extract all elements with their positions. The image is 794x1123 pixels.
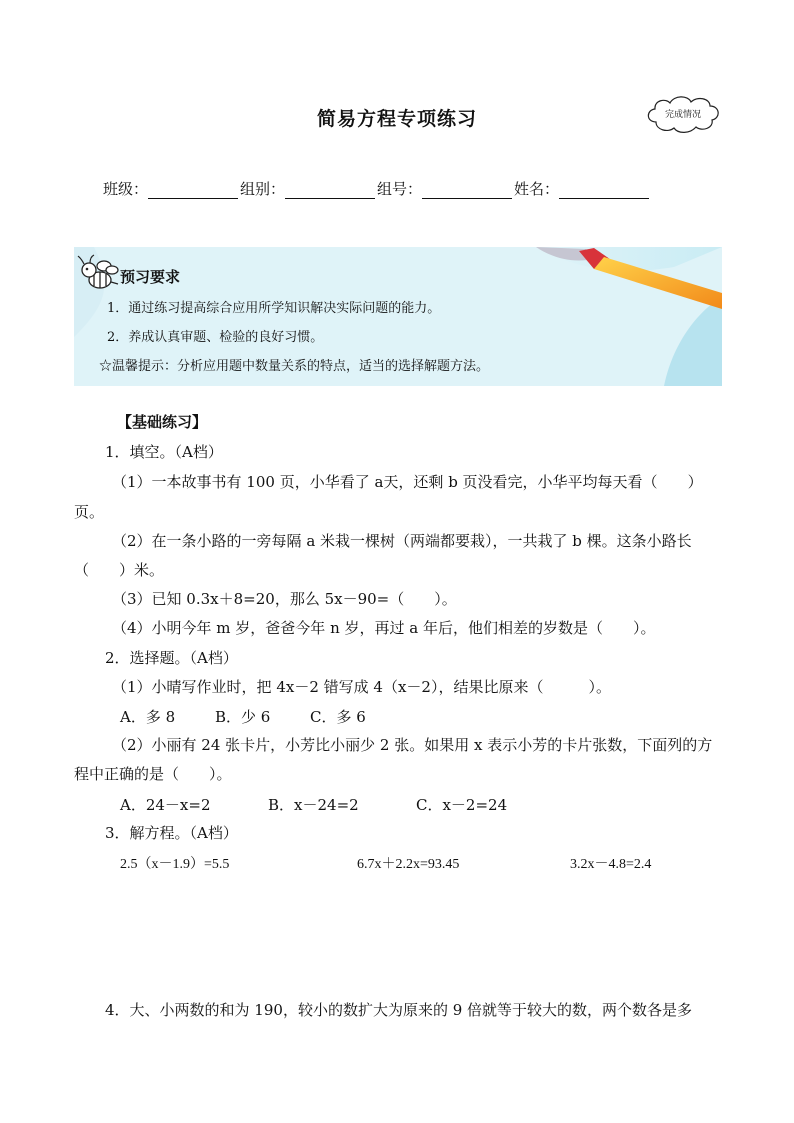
q1-p1-line1: （1）一本故事书有 100 页，小华看了 a天，还剩 b 页没看完，小华平均每天看（ ） <box>112 473 703 491</box>
q1-p1-line2: 页。 <box>74 503 105 521</box>
q1-p2-line2: （ ）米。 <box>74 561 165 579</box>
q2-p2-option-c: C．x－2=24 <box>416 796 508 814</box>
q2-p2-option-b: B．x－24=2 <box>268 796 359 814</box>
number-field[interactable] <box>422 183 512 199</box>
q2-p2-option-a: A．24－x=2 <box>120 796 211 814</box>
q3-heading: 3．解方程。（A档） <box>105 824 238 842</box>
q4-line1: 4．大、小两数的和为 190，较小的数扩大为原来的 9 倍就等于较大的数，两个数各是多 <box>105 1001 693 1019</box>
number-label: 组号： <box>377 180 423 198</box>
q2-p1: （1）小晴写作业时，把 4x－2 错写成 4（x－2），结果比原来（ ）。 <box>112 678 611 696</box>
q2-p2-line2: 程中正确的是（ ）。 <box>74 765 232 783</box>
group-label: 组别： <box>240 180 286 198</box>
bee-icon <box>76 252 122 298</box>
q2-p1-option-a: A．多 8 <box>120 708 176 726</box>
class-field[interactable] <box>148 183 238 199</box>
name-field[interactable] <box>559 183 649 199</box>
status-cloud <box>642 92 724 138</box>
q3-equation-2: 6.7x＋2.2x=93.45 <box>357 857 460 872</box>
student-info-line <box>103 178 651 199</box>
name-label: 姓名： <box>514 180 560 198</box>
page-title: 简易方程专项练习 <box>316 108 477 130</box>
group-field[interactable] <box>285 183 375 199</box>
q3-equation-3: 3.2x－4.8=2.4 <box>570 857 652 872</box>
q2-heading: 2．选择题。（A档） <box>105 649 238 667</box>
q1-p4: （4）小明今年 m 岁，爸爸今年 n 岁，再过 a 年后，他们相差的岁数是（ ）。 <box>112 619 656 637</box>
q2-p1-option-b: B．少 6 <box>215 708 271 726</box>
q2-p1-option-c: C．多 6 <box>310 708 366 726</box>
q1-heading: 1．填空。（A档） <box>105 443 223 461</box>
q3-equation-1: 2.5（x－1.9）=5.5 <box>120 857 230 872</box>
q1-p2-line1: （2）在一条小路的一旁每隔 a 米栽一棵树（两端都要栽），一共栽了 b 棵。这条小路长 <box>112 532 692 550</box>
preview-item-1: 1．通过练习提高综合应用所学知识解决实际问题的能力。 <box>107 301 441 316</box>
preview-heading: 预习要求 <box>120 268 181 286</box>
q2-p2-line1: （2）小丽有 24 张卡片，小芳比小丽少 2 张。如果用 x 表示小芳的卡片张数，下面列的方 <box>112 736 713 754</box>
preview-tip: ☆温馨提示：分析应用题中数量关系的特点，适当的选择解题方法。 <box>99 359 490 374</box>
status-cloud-label: 完成情况 <box>664 110 701 120</box>
q1-p3: （3）已知 0.3x＋8=20，那么 5x－90=（ ）。 <box>112 590 457 608</box>
preview-item-2: 2．养成认真审题、检验的良好习惯。 <box>107 330 324 345</box>
section-heading: 【基础练习】 <box>117 413 208 431</box>
class-label: 班级： <box>103 180 149 198</box>
